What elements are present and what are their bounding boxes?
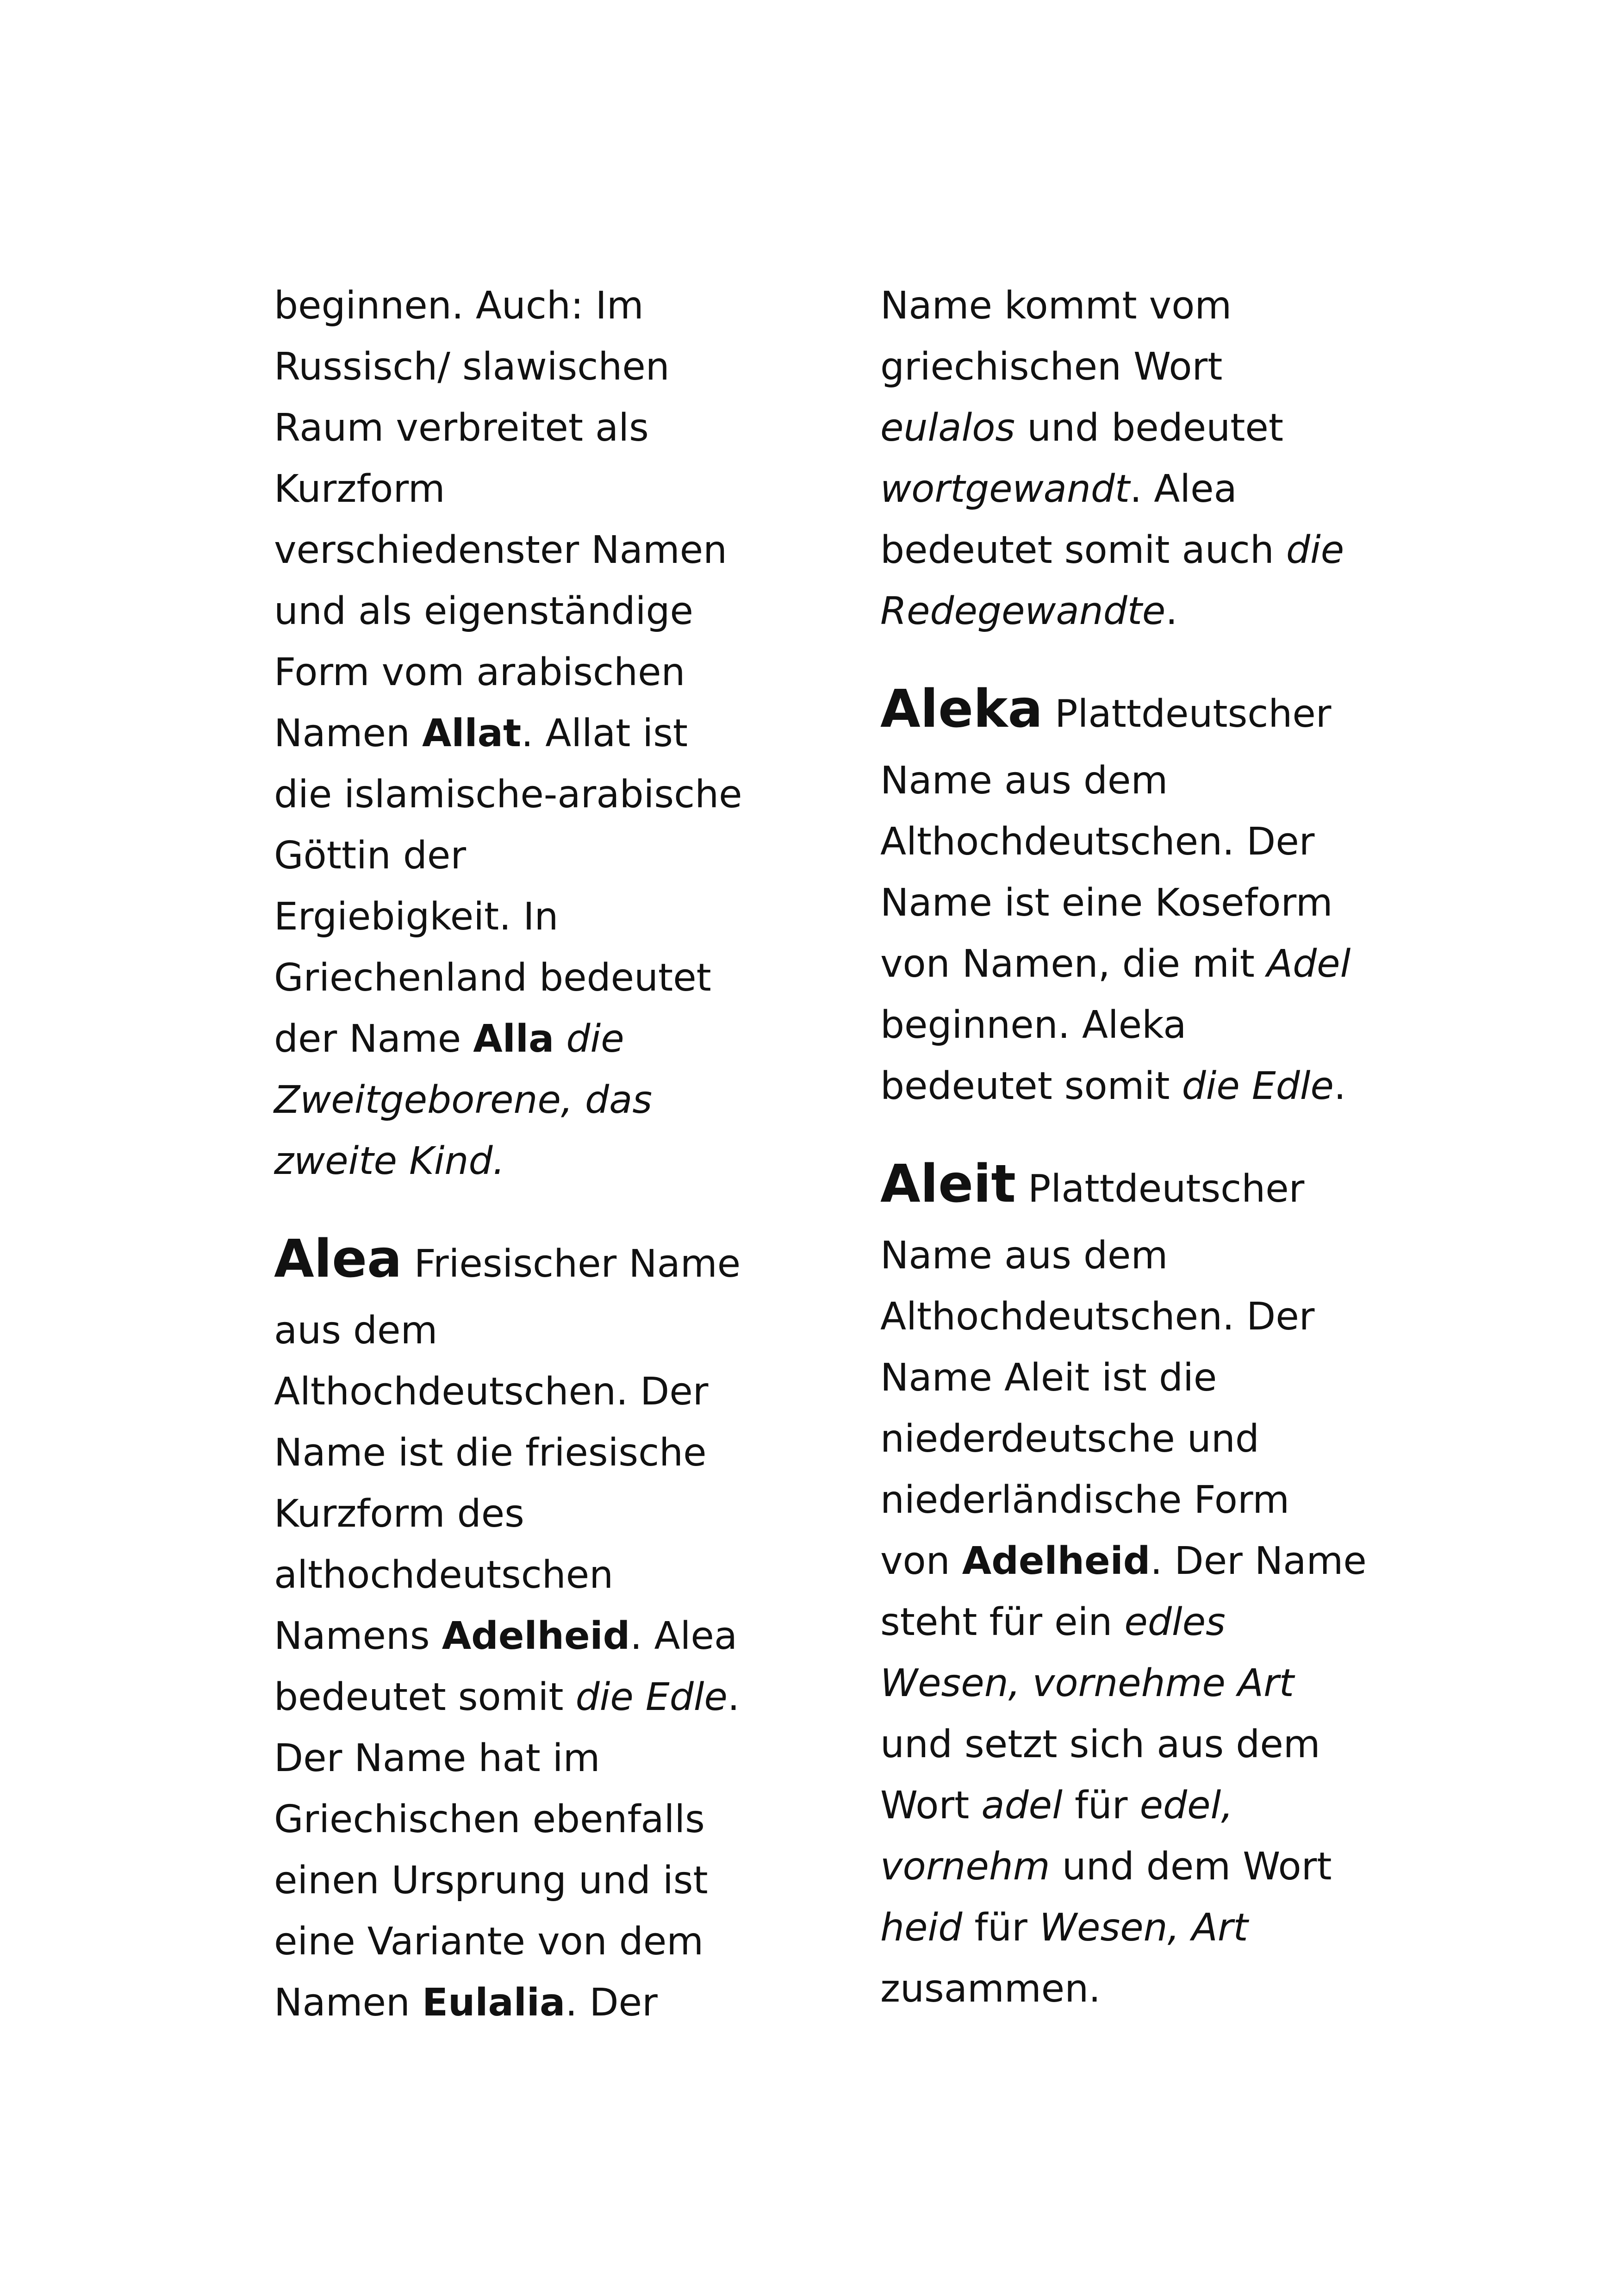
text-line: von Adelheid. Der Name — [880, 1539, 1367, 1583]
italic-meaning: edel, — [1139, 1784, 1233, 1828]
italic-meaning: die Edle — [1182, 1064, 1334, 1108]
italic-meaning: Wesen, Art — [1039, 1906, 1248, 1950]
text-line — [274, 1070, 783, 1131]
text-line: Name kommt vom — [880, 284, 1232, 328]
italic-meaning: die — [1286, 528, 1344, 572]
bold-name: Eulalia — [422, 1981, 566, 2025]
italic-meaning: Zweitgeborene, das — [274, 1078, 653, 1122]
entry-aleka — [880, 678, 1389, 1117]
text-line: aus dem — [274, 1309, 438, 1353]
text-line: Kurzform des — [274, 1492, 524, 1536]
text-line: heid für Wesen, Art — [880, 1906, 1248, 1950]
text-line: griechischen Wort — [880, 345, 1223, 389]
entry-heading — [880, 678, 1389, 750]
text-line: Raum verbreitet als — [274, 406, 649, 450]
italic-meaning: adel — [981, 1784, 1063, 1828]
bold-name: Allat — [422, 711, 522, 755]
bold-name: Adelheid — [962, 1539, 1151, 1583]
headword: Aleit — [880, 1154, 1016, 1214]
entry-aleit — [880, 1153, 1389, 2020]
text-line: verschiedenster Namen — [274, 528, 728, 572]
text-line: bedeutet somit die Edle. — [880, 1064, 1346, 1108]
text-line: eine Variante von dem — [274, 1920, 704, 1964]
text-line: Name Aleit ist die — [880, 1356, 1217, 1400]
italic-meaning: wortgewandt — [880, 467, 1130, 511]
text-line: wortgewandt. Alea — [880, 467, 1237, 511]
italic-meaning: Redegewandte — [880, 589, 1166, 633]
text-line: Griechischen ebenfalls — [274, 1797, 705, 1841]
italic-meaning: edles — [1124, 1600, 1226, 1644]
headword: Aleka — [880, 679, 1043, 739]
italic-meaning: die Edle — [575, 1675, 728, 1719]
bold-name: Adelheid — [442, 1614, 630, 1658]
text-line: althochdeutschen — [274, 1553, 614, 1597]
text-line: Russisch/ slawischen — [274, 345, 670, 389]
continuation-text — [274, 275, 783, 1192]
text-line: Wort adel für edel, — [880, 1784, 1233, 1828]
text-line — [880, 1653, 1389, 1714]
text-line — [274, 1131, 783, 1192]
headword-description: Plattdeutscher — [1015, 1167, 1305, 1211]
text-line: Althochdeutschen. Der — [880, 1295, 1315, 1339]
italic-meaning: heid — [880, 1906, 963, 1950]
text-line: und als eigenständige — [274, 589, 694, 633]
text-line: niederländische Form — [880, 1478, 1290, 1522]
text-line: bedeutet somit auch die — [880, 528, 1344, 572]
italic-meaning: zweite Kind. — [274, 1139, 505, 1183]
text-line: vornehm und dem Wort — [880, 1845, 1332, 1889]
headword: Alea — [274, 1229, 402, 1289]
text-line: Redegewandte. — [880, 589, 1178, 633]
text-line: Namen Allat. Allat ist — [274, 711, 688, 755]
italic-meaning: die — [566, 1017, 624, 1061]
headword-description: Friesischer Name — [402, 1242, 741, 1286]
italic-meaning: Wesen, vornehme Art — [880, 1661, 1294, 1705]
headword-description: Plattdeutscher — [1043, 692, 1332, 736]
entry-body — [274, 1300, 783, 2034]
text-line: Kurzform — [274, 467, 445, 511]
text-line: steht für ein edles — [880, 1600, 1226, 1644]
entry-heading — [880, 1153, 1389, 1225]
text-line: Name ist die friesische — [274, 1431, 707, 1475]
text-line: beginnen. Aleka — [880, 1003, 1187, 1047]
text-line: Form vom arabischen — [274, 650, 685, 694]
entry-alea — [274, 1228, 783, 2034]
text-line: Griechenland bedeutet — [274, 956, 711, 1000]
text-line: eulalos und bedeutet — [880, 406, 1283, 450]
bold-name: Alla — [473, 1017, 554, 1061]
italic-meaning: eulalos — [880, 406, 1015, 450]
entry-gap — [880, 642, 1389, 678]
text-line: bedeutet somit die Edle. — [274, 1675, 740, 1719]
italic-meaning: Adel — [1266, 942, 1351, 986]
italic-meaning: vornehm — [880, 1845, 1050, 1889]
text-line: Name ist eine Koseform — [880, 881, 1333, 925]
text-line: von Namen, die mit Adel — [880, 942, 1351, 986]
text-line: der Name Alla die — [274, 1017, 624, 1061]
text-line: Namens Adelheid. Alea — [274, 1614, 738, 1658]
entry-gap — [880, 1117, 1389, 1153]
text-line: zusammen. — [880, 1967, 1101, 2011]
text-line: Göttin der — [274, 834, 467, 878]
entry-body — [880, 1225, 1389, 2020]
entry-heading — [274, 1228, 783, 1300]
entry-gap — [274, 1192, 783, 1228]
text-line: Name aus dem — [880, 759, 1168, 803]
entry-body — [880, 750, 1389, 1117]
text-line: Althochdeutschen. Der — [880, 820, 1315, 864]
left-column — [274, 275, 783, 2034]
right-column — [880, 275, 1389, 2020]
text-line: Name aus dem — [880, 1234, 1168, 1278]
text-line: Der Name hat im — [274, 1736, 600, 1780]
text-line: die islamische-arabische — [274, 773, 742, 817]
text-line: einen Ursprung und ist — [274, 1859, 708, 1903]
text-line: Namen Eulalia. Der — [274, 1981, 658, 2025]
text-line: Ergiebigkeit. In — [274, 895, 559, 939]
text-line: beginnen. Auch: Im — [274, 284, 644, 328]
text-line: und setzt sich aus dem — [880, 1722, 1320, 1766]
text-line: Althochdeutschen. Der — [274, 1370, 709, 1414]
text-line: niederdeutsche und — [880, 1417, 1259, 1461]
continuation-text — [880, 275, 1389, 642]
